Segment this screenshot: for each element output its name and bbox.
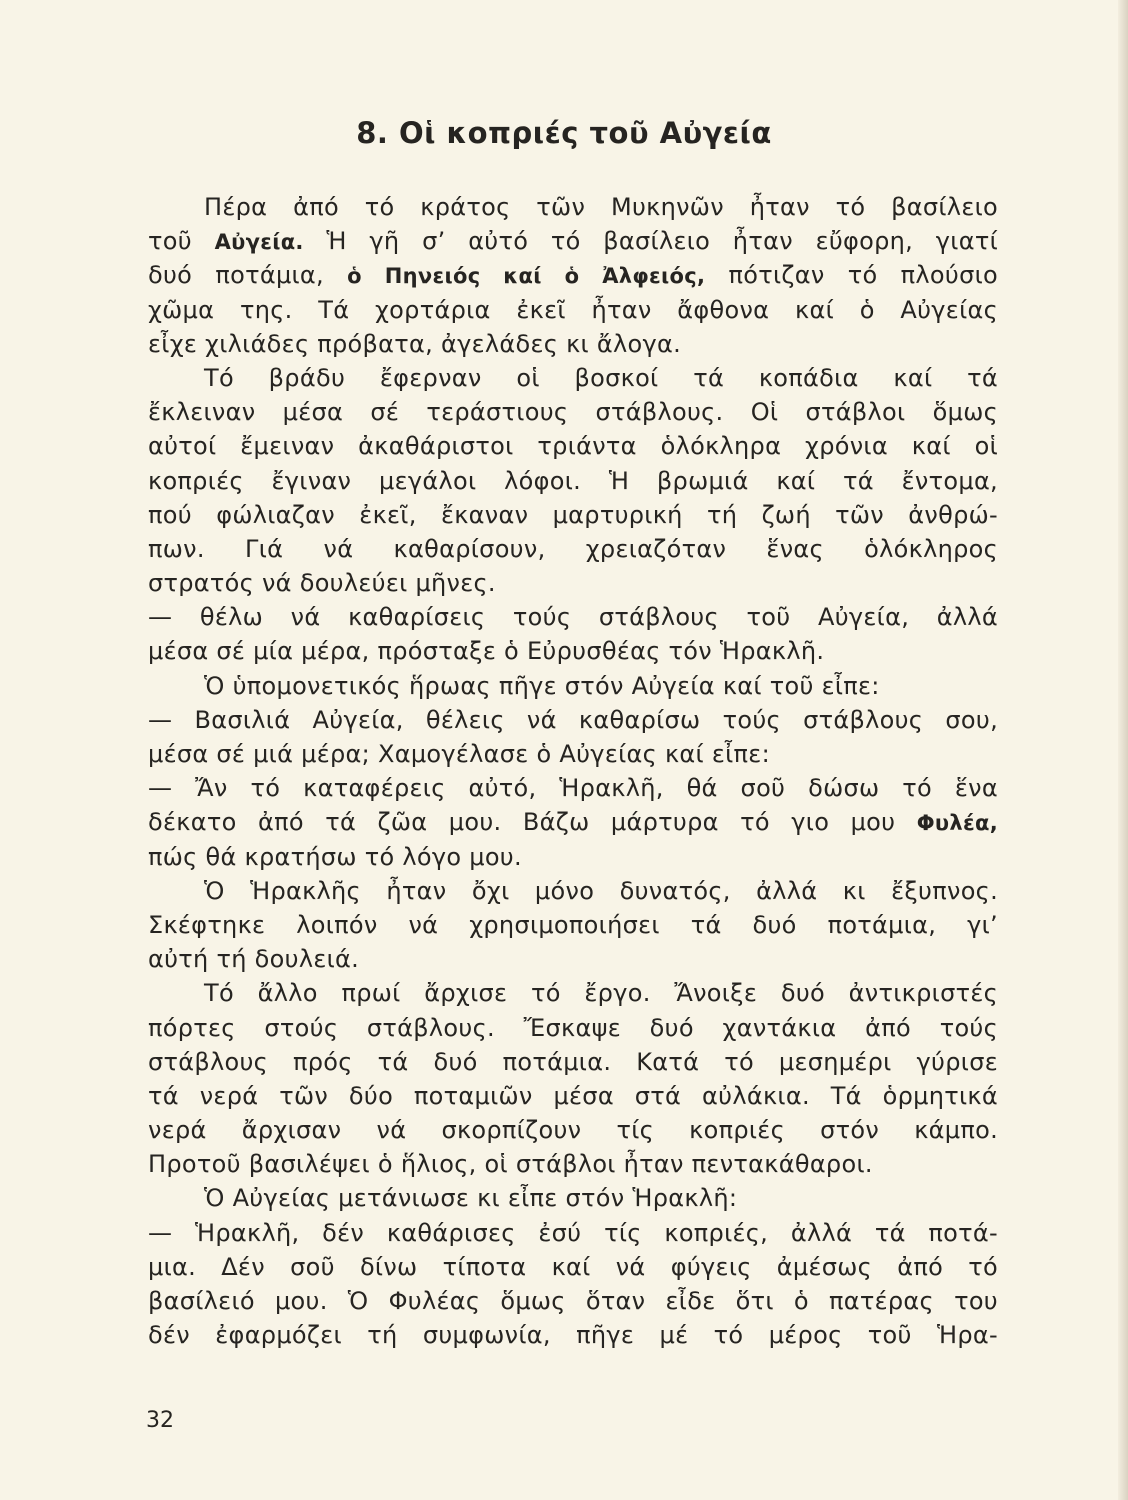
text-segment: Ὁ Ἡρακλῆς ἦταν ὄχι μόνο δυνατός, ἀλλά κι ἔξυπνος.: [204, 876, 998, 905]
page-number: 32: [146, 1408, 174, 1433]
text-segment: Ὁ ὑπομονετικός ἥρωας πῆγε στόν Αὐγεία καί τοῦ εἶπε:: [204, 671, 880, 700]
text-line: [148, 1079, 998, 1113]
text-line: [148, 464, 998, 498]
text-line: [148, 1318, 998, 1352]
text-segment: Ὁ Αὐγείας μετάνιωσε κι εἶπε στόν Ἡρακλῆ:: [204, 1184, 738, 1213]
text-line: [148, 224, 998, 258]
text-segment: — Ἡρακλῆ, δέν καθάρισες ἐσύ τίς κοπριές, ἀλλά τά ποτά-: [148, 1218, 998, 1247]
text-segment: τοῦ: [148, 227, 215, 256]
text-segment: στρατός νά δουλεύει μῆνες.: [148, 569, 496, 598]
text-segment: δυό ποτάμια,: [148, 261, 348, 290]
text-segment: πώς θά κρατήσω τό λόγο μου.: [148, 842, 522, 871]
text-segment: νερά ἄρχισαν νά σκορπίζουν τίς κοπριές στόν κάμπο.: [148, 1116, 998, 1145]
text-line: [148, 737, 998, 771]
text-line: [148, 1113, 998, 1147]
text-line: [148, 1045, 998, 1079]
text-segment: πόρτες στούς στάβλους. Ἔσκαψε δυό χαντάκια ἀπό τούς: [148, 1013, 998, 1042]
text-line: [148, 908, 998, 942]
text-segment: — Ἄν τό καταφέρεις αὐτό, Ἡρακλῆ, θά σοῦ δώσω τό ἕνα: [148, 774, 998, 803]
text-line: [148, 327, 998, 361]
text-segment: Σκέφτηκε λοιπόν νά χρησιμοποιήσει τά δυό ποτάμια, γι’: [148, 910, 998, 939]
text-line: [148, 293, 998, 327]
text-line: [148, 634, 998, 668]
text-line: [148, 600, 998, 634]
text-line: [148, 258, 998, 292]
text-line: [148, 771, 998, 805]
text-segment: Προτοῦ βασιλέψει ὁ ἥλιος, οἱ στάβλοι ἦταν πεντακάθαροι.: [148, 1150, 873, 1179]
text-line: [148, 1284, 998, 1318]
text-segment: Ἡ γῆ σ’ αὐτό τό βασίλειο ἦταν εὔφορη, γιατί: [303, 227, 998, 256]
text-segment: αὐτή τή δουλειά.: [148, 945, 360, 974]
text-segment: ἔκλειναν μέσα σέ τεράστιους στάβλους. Οἱ στάβλοι ὅμως: [148, 398, 998, 427]
text-line: [148, 532, 998, 566]
text-segment: Πέρα ἀπό τό κράτος τῶν Μυκηνῶν ἦταν τό βασίλειο: [204, 193, 998, 221]
text-segment: Τό βράδυ ἔφερναν οἱ βοσκοί τά κοπάδια καί τά: [204, 363, 998, 392]
text-line: [148, 805, 998, 839]
text-line: [148, 874, 998, 908]
text-line: [148, 669, 998, 703]
text-line: [148, 566, 998, 600]
text-line: [148, 840, 998, 874]
text-line: [148, 395, 998, 429]
text-segment: μια. Δέν σοῦ δίνω τίποτα καί νά φύγεις ἀμέσως ἀπό τό: [148, 1252, 998, 1281]
text-line: [148, 361, 998, 395]
text-segment: αὐτοί ἔμειναν ἀκαθάριστοι τριάντα ὁλόκληρα χρόνια καί οἱ: [148, 432, 998, 461]
text-segment: Τό ἄλλο πρωί ἄρχισε τό ἔργο. Ἄνοιξε δυό ἀντικριστές: [204, 979, 998, 1008]
text-segment: τά νερά τῶν δύο ποταμιῶν μέσα στά αὐλάκια. Τά ὁρμητικά: [148, 1081, 998, 1110]
text-segment: δέκατο ἀπό τά ζῶα μου. Βάζω μάρτυρα τό γιο μου: [148, 808, 917, 837]
text-line: [148, 498, 998, 532]
highlighted-name: ὁ Πηνειός καί ὁ Ἀλφειός,: [347, 264, 706, 289]
text-segment: πότιζαν τό πλούσιο: [705, 261, 998, 290]
chapter-title: 8. Οἱ κοπριές τοῦ Αὐγεία: [356, 116, 772, 150]
text-segment: κοπριές ἔγιναν μεγάλοι λόφοι. Ἡ βρωμιά καί τά ἔντομα,: [148, 466, 998, 495]
text-segment: — θέλω νά καθαρίσεις τούς στάβλους τοῦ Αὐγεία, ἀλλά: [148, 603, 998, 632]
text-line: [148, 1250, 998, 1284]
text-segment: μέσα σέ μία μέρα, πρόσταξε ὁ Εὐρυσθέας τόν Ἡρακλῆ.: [148, 637, 825, 666]
text-line: [148, 703, 998, 737]
highlighted-name: Αὐγεία.: [214, 230, 304, 255]
text-segment: πού φώλιαζαν ἐκεῖ, ἔκαναν μαρτυρική τή ζωή τῶν ἀνθρώ-: [148, 500, 998, 529]
text-segment: χῶμα της. Τά χορτάρια ἐκεῖ ἦταν ἄφθονα καί ὁ Αὐγείας: [148, 295, 998, 324]
page-edge-shadow: [1118, 0, 1128, 1500]
text-segment: βασίλειό μου. Ὁ Φυλέας ὅμως ὅταν εἶδε ὅτι ὁ πατέρας του: [148, 1287, 998, 1315]
text-line: [148, 942, 998, 976]
text-segment: μέσα σέ μιά μέρα; Χαμογέλασε ὁ Αὐγείας καί εἶπε:: [148, 740, 770, 768]
text-line: [148, 1011, 998, 1045]
chapter-body: [148, 190, 998, 1352]
text-segment: πων. Γιά νά καθαρίσουν, χρειαζόταν ἕνας ὁλόκληρος: [148, 534, 998, 563]
text-segment: — Βασιλιά Αὐγεία, θέλεις νά καθαρίσω τούς στάβλους σου,: [148, 705, 998, 734]
highlighted-name: Φυλέα,: [916, 811, 998, 836]
text-line: [148, 429, 998, 463]
text-segment: στάβλους πρός τά δυό ποτάμια. Κατά τό μεσημέρι γύρισε: [148, 1047, 998, 1076]
text-line: [148, 1181, 998, 1215]
text-line: [148, 1216, 998, 1250]
text-line: [148, 190, 998, 224]
text-line: [148, 1147, 998, 1181]
text-line: [148, 976, 998, 1010]
text-segment: δέν ἐφαρμόζει τή συμφωνία, πῆγε μέ τό μέρος τοῦ Ἡρα-: [148, 1321, 998, 1350]
text-segment: εἶχε χιλιάδες πρόβατα, ἀγελάδες κι ἄλογα.: [148, 329, 682, 358]
